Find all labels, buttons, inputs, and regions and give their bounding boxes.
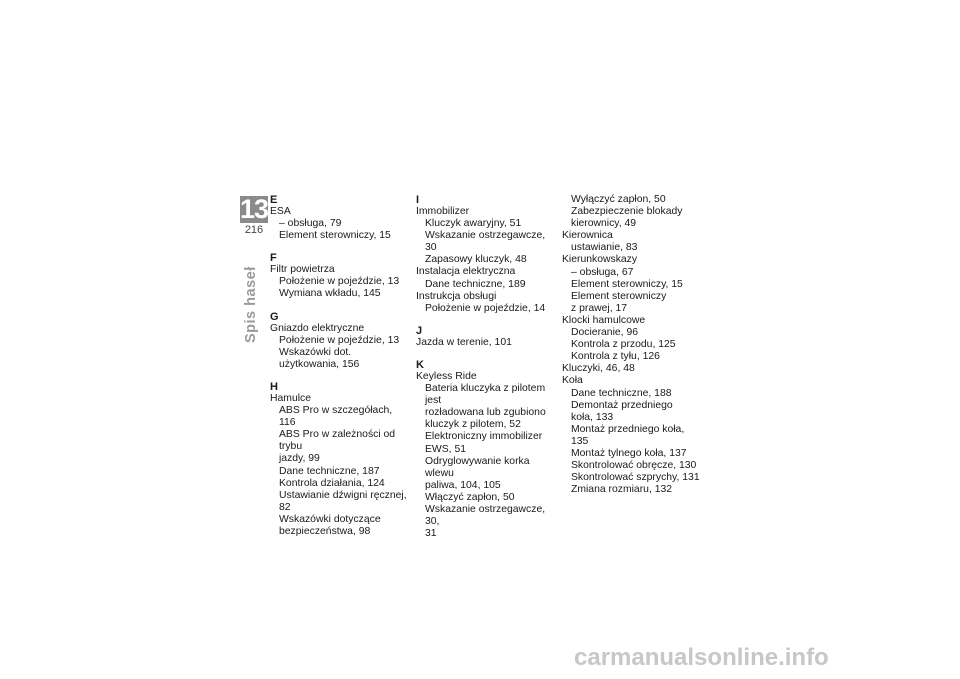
index-subentry: Dane techniczne, 188 (571, 387, 672, 399)
index-entry: Kierunkowskazy (562, 254, 638, 266)
index-subentry: Kontrola działania, 124 (279, 477, 385, 489)
index-subentry: Kontrola z tyłu, 126 (571, 351, 660, 363)
letter-heading: F (270, 252, 277, 265)
index-entry: Gniazdo elektryczne (270, 322, 365, 334)
chapter-number-tab: 13 (240, 194, 269, 224)
index-subentry: Zapasowy kluczyk, 48 (425, 254, 527, 266)
index-entry: Klocki hamulcowe (562, 314, 646, 326)
index-subentry: Kluczyk awaryjny, 51 (425, 218, 522, 230)
index-subentry: Odryglowywanie korka wlewu (425, 455, 530, 479)
index-entry: Koła (562, 375, 583, 387)
index-subentry: Zabezpieczenie blokady (571, 206, 683, 218)
index-entry: Instalacja elektryczna (416, 266, 516, 278)
index-subentry: ABS Pro w zależności od trybu (279, 429, 396, 453)
index-subentry-wrap: jazdy, 99 (279, 453, 320, 465)
index-subentry-wrap: z prawej, 17 (571, 302, 628, 314)
index-subentry-wrap: użytkowania, 156 (279, 358, 360, 370)
index-subentry: Element sterowniczy, 15 (571, 278, 683, 290)
index-subentry-wrap: 31 (425, 528, 437, 540)
letter-heading: K (416, 358, 424, 371)
chapter-title-vertical: Spis haseł (243, 266, 259, 343)
index-entry: Keyless Ride (416, 370, 477, 382)
index-entry: Filtr powietrza (270, 264, 335, 276)
index-subentry: Położenie w pojeździe, 13 (279, 276, 400, 288)
index-entry: Instrukcja obsługi (416, 290, 497, 302)
index-entry: Kierownica (562, 230, 613, 242)
page-number: 216 (244, 224, 264, 236)
index-subentry: Montaż przedniego koła, 135 (571, 423, 685, 447)
index-subentry: Element sterowniczy (571, 290, 667, 302)
letter-heading: E (270, 194, 278, 206)
index-subentry: – obsługa, 67 (571, 266, 634, 278)
index-entry: Jazda w terenie, 101 (416, 336, 512, 348)
index-subentry-wrap: kierownicy, 49 (571, 218, 637, 230)
index-subentry: Elektroniczny immobilizer (425, 431, 543, 443)
index-subentry: – obsługa, 79 (279, 218, 342, 230)
index-subentry: Montaż tylnego koła, 137 (571, 447, 687, 459)
index-subentry: Zmiana rozmiaru, 132 (571, 484, 673, 496)
watermark: carmanualsonline.info (574, 644, 829, 671)
index-subentry-wrap: paliwa, 104, 105 (425, 479, 501, 491)
index-subentry-wrap: rozładowana lub zgubiono (425, 407, 546, 419)
index-subentry: Element sterowniczy, 15 (279, 230, 391, 242)
index-subentry: Położenie w pojeździe, 14 (425, 302, 546, 314)
index-subentry: Skontrolować szprychy, 131 (571, 472, 700, 484)
index-subentry: ABS Pro w szczegółach, 116 (279, 405, 393, 429)
index-subentry: Wymiana wkładu, 145 (279, 288, 381, 300)
index-column-2 (416, 194, 556, 540)
index-subentry: Docieranie, 96 (571, 327, 639, 339)
index-entry: Kluczyki, 46, 48 (562, 363, 635, 375)
letter-heading: H (270, 380, 278, 393)
index-subentry: Położenie w pojeździe, 13 (279, 334, 400, 346)
index-column-1 (270, 194, 410, 538)
letter-heading: J (416, 324, 423, 337)
index-subentry-wrap: bezpieczeństwa, 98 (279, 525, 371, 537)
index-subentry: Ustawianie dźwigni ręcznej, 82 (279, 489, 407, 513)
index-subentry: Bateria kluczyka z pilotem jest (425, 383, 546, 407)
index-subentry: Wskazówki dotyczące (279, 513, 381, 525)
index-subentry: Demontaż przedniego (571, 399, 673, 411)
index-entry: Hamulce (270, 392, 311, 404)
letter-heading: I (416, 194, 420, 206)
index-subentry: ustawianie, 83 (571, 242, 638, 254)
index-subentry: Wskazanie ostrzegawcze, 30, (425, 503, 546, 528)
index-entry: ESA (270, 206, 291, 217)
index-subentry: Kontrola z przodu, 125 (571, 339, 676, 351)
index-subentry: Dane techniczne, 189 (425, 278, 526, 290)
index-entry: Immobilizer (416, 206, 470, 217)
index-subentry-wrap: koła, 133 (571, 411, 614, 423)
index-column-3 (562, 194, 702, 496)
index-subentry: Dane techniczne, 187 (279, 465, 380, 477)
index-subentry-wrap: kluczyk z pilotem, 52 (425, 419, 521, 431)
index-subentry-wrap: EWS, 51 (425, 443, 466, 455)
index-subentry: Wskazanie ostrzegawcze, 30 (425, 230, 546, 254)
letter-heading: G (270, 310, 279, 323)
index-subentry: Włączyć zapłon, 50 (425, 491, 515, 503)
index-subentry: Wyłączyć zapłon, 50 (571, 194, 666, 205)
index-subentry: Skontrolować obręcze, 130 (571, 460, 697, 472)
index-subentry: Wskazówki dot. (279, 346, 352, 358)
